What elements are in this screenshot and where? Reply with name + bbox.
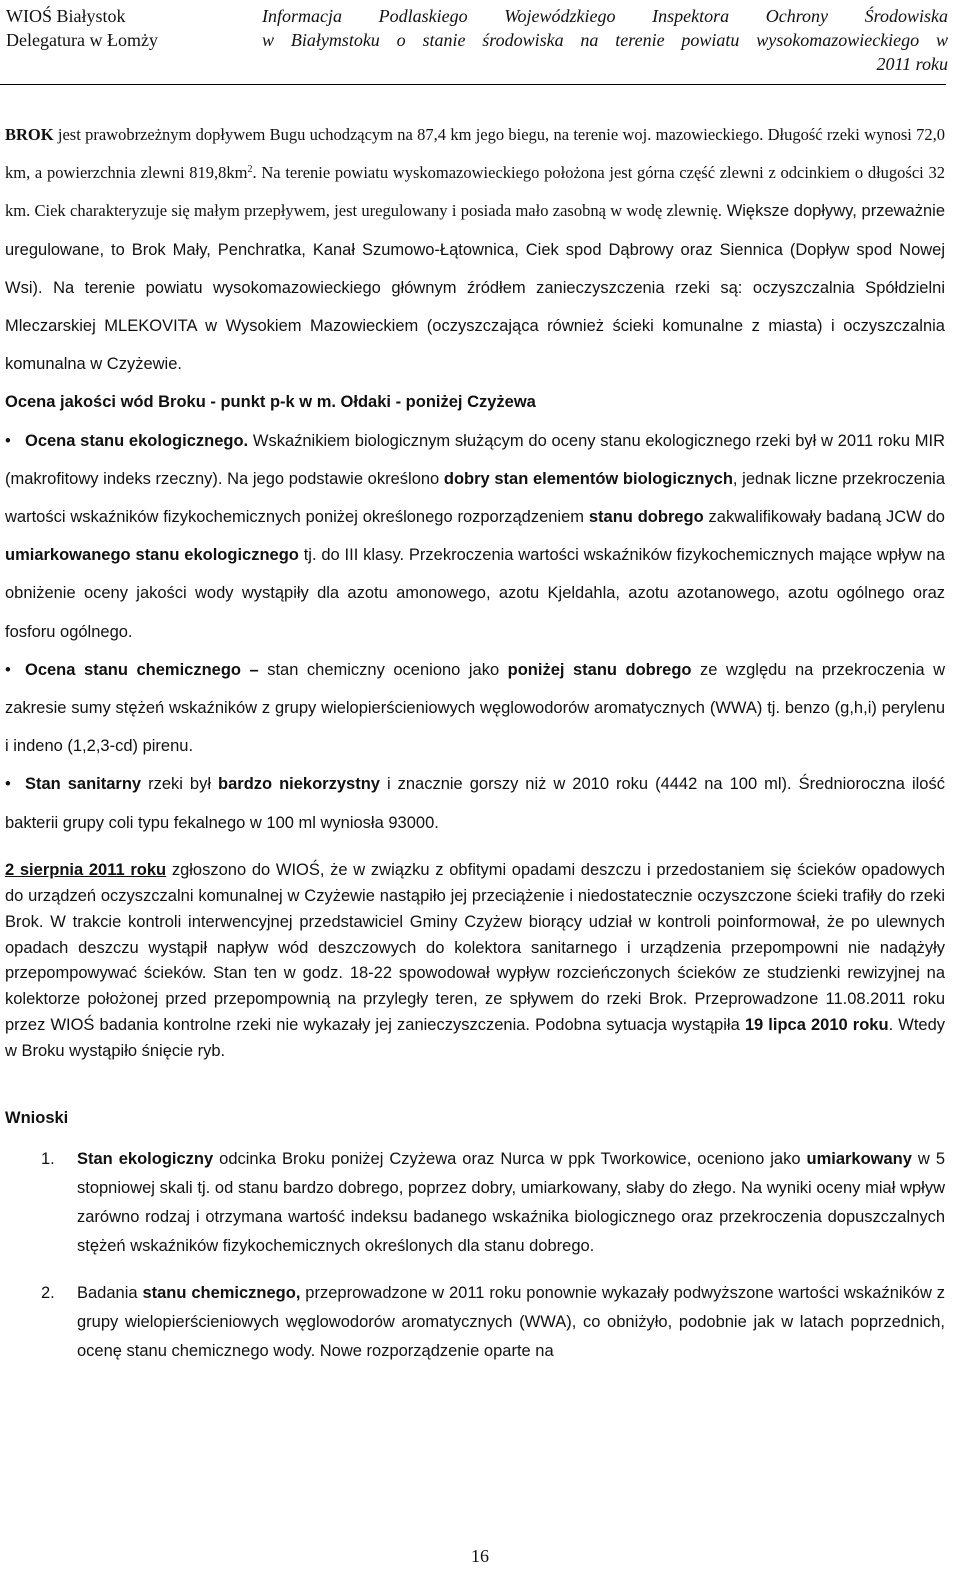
intro-text-2: . Na terenie powiatu wyskomazowieckiego położona jest górna część zlewni z odcinkiem o długości 32 km. Ciek charakteryzuje się małym przepływem, jest uregulowany i posiada mało zasobną w wodę zlewnię. <box>5 163 945 221</box>
bullet2-title: Ocena stanu chemicznego – <box>25 660 259 679</box>
header-institution <box>6 4 158 52</box>
incident-date: 2 sierpnia 2011 roku <box>5 860 167 879</box>
header-divider <box>0 84 946 85</box>
bullet-icon: • <box>5 775 11 794</box>
header-report-title <box>262 4 948 76</box>
incident-date-2010: 19 lipca 2010 roku <box>744 1016 889 1035</box>
ecological-status-item: • Ocena stanu ekologicznego. Wskaźnikiem biologicznym służącym do oceny stanu ekologicznego rzeki był w 2011 roku MIR (makrofitowy indeks rzeczny). Na jego podstawie określono dobry stan elementów biologicznych, jednak liczne przekroczenia wartości wskaźników fizykochemicznych poniżej określonego rozporządzeniem stanu dobrego zakwalifikowały badaną JCW do umiarkowanego stanu ekologicznego tj. do III klasy. Przekroczenia wartości wskaźników fizykochemicznych mające wpływ na obniżenie oceny jakości wody wystąpiły dla azotu amonowego, azotu Kjeldahla, azotu azotanowego, azotu ogólnego oraz fosforu ogólnego. <box>5 422 945 651</box>
header-right-line2: w Białymstoku o stanie środowiska na terenie powiatu wysokomazowieckiego w <box>262 30 948 50</box>
river-name: BROK <box>5 125 54 144</box>
header-right-line1: Informacja Podlaskiego Wojewódzkiego Inspektora Ochrony Środowiska <box>262 6 948 26</box>
quality-heading: Ocena jakości wód Broku - punkt p-k w m. Ołdaki - poniżej Czyżewa <box>5 393 536 412</box>
chemical-status-item: • Ocena stanu chemicznego – stan chemiczny oceniono jako poniżej stanu dobrego ze względu na przekroczenia w zakresie sumy stężeń wskaźników z grupy wielopierścieniowych węglowodorów aromatycznych (WWA) tj. benzo (g,h,i) perylenu i indeno (1,2,3-cd) pirenu. <box>5 651 945 766</box>
conclusion-item-1: 1. Stan ekologiczny odcinka Broku poniżej Czyżewa oraz Nurca w ppk Tworkowice, oceniono jako umiarkowany w 5 stopniowej skali tj. od stanu bardzo dobrego, poprzez dobry, umiarkowany, słaby do złego. Na wyniki oceny miał wpływ zarówno rodzaj i otrzymana wartość indeksu badanego wskaźnika biologicznego oraz przekroczenia dopuszczalnych stężeń wskaźników fizykochemicznych określonych dla stanu dobrego. <box>5 1145 945 1261</box>
sanitary-status-item: • Stan sanitarny rzeki był bardzo niekorzystny i znacznie gorszy niż w 2010 roku (4442 na 100 ml). Średnioroczna ilość bakterii grupy coli typu fekalnego w 100 ml wyniosła 93000. <box>5 765 945 841</box>
incident-paragraph: 2 sierpnia 2011 roku zgłoszono do WIOŚ, że w związku z obfitymi opadami deszczu i przedostaniem się ścieków opadowych do urządzeń oczyszczalni komunalnej w Czyżewie nastąpiło jej przeciążenie i niedostatecznie oczyszczone ścieki trafiły do rzeki Brok. W trakcie kontroli interwencyjnej przedstawiciel Gminy Czyżew biorący udział w kontroli poinformował, że po ulewnych opadach deszczu wystąpił napływ wód deszczowych do kolektora sanitarnego i urządzenia przepompowni nie nadążyły przepompowywać ścieków. Stan ten w godz. 18-22 spowodował wypływ rozcieńczonych ścieków ze studzienki rewizyjnej na kolektorze położonej przed przepompownią na przyległy teren, ze spływem do rzeki Brok. Przeprowadzone 11.08.2011 roku przez WIOŚ badania kontrolne rzeki nie wykazały jej zanieczyszczenia. Podobna sytuacja wystąpiła 19 lipca 2010 roku. Wtedy w Broku wystąpiło śnięcie ryb. <box>5 860 946 1061</box>
intro-text-1: jest prawobrzeżnym dopływem Bugu uchodzącym na 87,4 km jego biegu, na terenie woj. mazowieckiego. Długość rzeki wynosi 72,0 km, a powierzchnia zlewni 819,8km <box>5 125 945 183</box>
header-right-line3: 2011 roku <box>876 54 948 74</box>
list-number: 2. <box>41 1284 55 1303</box>
document-body <box>5 116 945 1366</box>
intro-text-3: Większe dopływy, przeważnie uregulowane, to Brok Mały, Penchratka, Kanał Szumowo-Łątownica, Ciek spod Dąbrowy oraz Siennica (Dopływ spod Nowej Wsi). Na terenie powiatu wysokomazowieckiego głównym źródłem zanieczyszczenia rzeki są: oczyszczalnia Spółdzielni Mleczarskiej MLEKOVITA w Wysokiem Mazowieckiem (oczyszczająca również ścieki komunalne z miasta) i oczyszczalnia komunalna w Czyżewie. <box>5 202 946 374</box>
bullet3-title: Stan sanitarny <box>25 775 142 794</box>
intro-paragraph <box>5 116 945 383</box>
bullet-icon: • <box>5 660 11 679</box>
page-header <box>0 0 960 88</box>
bullet1-title: Ocena stanu ekologicznego. <box>25 431 249 450</box>
header-left-line2: Delegatura w Łomży <box>6 30 158 50</box>
intro-sup: 2 <box>247 164 253 176</box>
list-number: 1. <box>41 1150 55 1169</box>
conclusions-heading: Wnioski <box>5 1109 69 1128</box>
header-left-line1: WIOŚ Białystok <box>6 6 126 26</box>
conclusion-item-2: 2. Badania stanu chemicznego, przeprowadzone w 2011 roku ponownie wykazały podwyższone wartości wskaźników z grupy wielopierścieniowych węglowodorów aromatycznych (WWA), co obniżyło, podobnie jak w latach poprzednich, ocenę stanu chemicznego wody. Nowe rozporządzenie oparte na <box>5 1279 945 1366</box>
bullet-icon: • <box>5 431 11 450</box>
page-number: 16 <box>471 1546 489 1566</box>
